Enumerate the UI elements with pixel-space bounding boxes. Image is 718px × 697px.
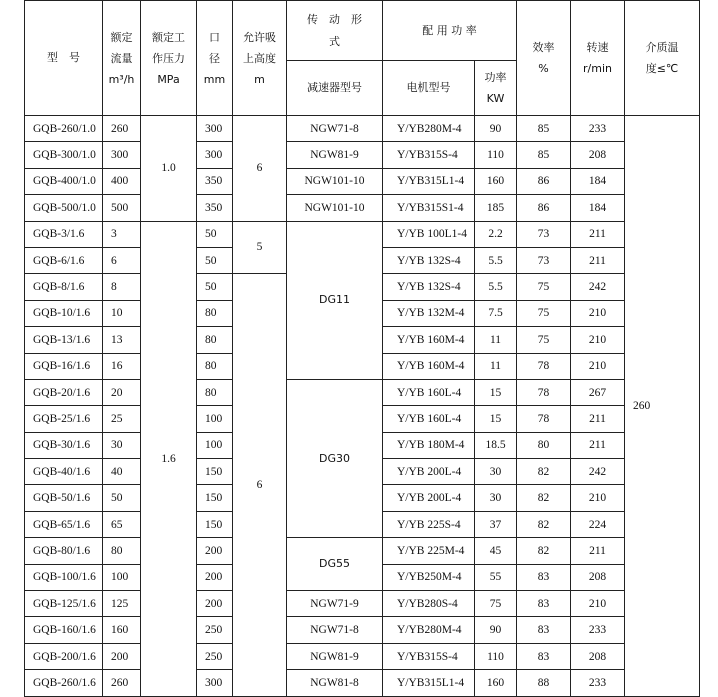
- caliber-cell: 250: [197, 643, 233, 669]
- pressure-cell: 1.0: [141, 116, 197, 222]
- motor-cell: Y/YB 200L-4: [383, 459, 475, 485]
- efficiency-cell: 86: [517, 195, 571, 221]
- efficiency-cell: 78: [517, 353, 571, 379]
- speed-cell: 211: [571, 432, 625, 458]
- motor-cell: Y/YB 160M-4: [383, 327, 475, 353]
- flow-cell: 50: [103, 485, 141, 511]
- reducer-cell: NGW101-10: [287, 168, 383, 194]
- speed-cell: 211: [571, 538, 625, 564]
- speed-cell: 233: [571, 116, 625, 142]
- motor-cell: Y/YB 160L-4: [383, 379, 475, 405]
- efficiency-cell: 83: [517, 643, 571, 669]
- header-efficiency: 效率 %: [517, 1, 571, 116]
- motor-cell: Y/YB 160L-4: [383, 406, 475, 432]
- header-power: 功率 KW: [475, 61, 517, 116]
- power-cell: 75: [475, 591, 517, 617]
- table-row: [25, 116, 700, 142]
- speed-cell: 210: [571, 485, 625, 511]
- header-temperature: 介质温 度≤℃: [625, 1, 700, 116]
- reducer-cell: NGW81-9: [287, 643, 383, 669]
- caliber-cell: 80: [197, 353, 233, 379]
- temperature-cell: 260: [625, 116, 700, 697]
- caliber-cell: 300: [197, 670, 233, 696]
- power-cell: 110: [475, 142, 517, 168]
- caliber-cell: 80: [197, 300, 233, 326]
- flow-cell: 100: [103, 564, 141, 590]
- motor-cell: Y/YB280S-4: [383, 591, 475, 617]
- model-cell: GQB-125/1.6: [25, 591, 103, 617]
- motor-cell: Y/YB315S-4: [383, 643, 475, 669]
- power-cell: 30: [475, 485, 517, 511]
- motor-cell: Y/YB 200L-4: [383, 485, 475, 511]
- model-cell: GQB-16/1.6: [25, 353, 103, 379]
- table-row: [25, 221, 700, 247]
- speed-cell: 208: [571, 142, 625, 168]
- caliber-cell: 200: [197, 591, 233, 617]
- power-cell: 45: [475, 538, 517, 564]
- power-cell: 160: [475, 168, 517, 194]
- header-caliber: 口 径 mm: [197, 1, 233, 116]
- suction-height-cell: 5: [233, 221, 287, 274]
- table-row: [25, 591, 700, 617]
- speed-cell: 210: [571, 591, 625, 617]
- motor-cell: Y/YB250M-4: [383, 564, 475, 590]
- motor-cell: Y/YB 132M-4: [383, 300, 475, 326]
- caliber-cell: 50: [197, 274, 233, 300]
- motor-cell: Y/YB 180M-4: [383, 432, 475, 458]
- speed-cell: 233: [571, 670, 625, 696]
- speed-cell: 211: [571, 221, 625, 247]
- flow-cell: 16: [103, 353, 141, 379]
- model-cell: GQB-500/1.0: [25, 195, 103, 221]
- speed-cell: 184: [571, 195, 625, 221]
- power-cell: 18.5: [475, 432, 517, 458]
- flow-cell: 20: [103, 379, 141, 405]
- header-flow: 额定 流量 m³/h: [103, 1, 141, 116]
- caliber-cell: 250: [197, 617, 233, 643]
- table-row: [25, 670, 700, 696]
- flow-cell: 13: [103, 327, 141, 353]
- model-cell: GQB-40/1.6: [25, 459, 103, 485]
- caliber-cell: 150: [197, 485, 233, 511]
- power-cell: 2.2: [475, 221, 517, 247]
- table-row: [25, 195, 700, 221]
- power-cell: 160: [475, 670, 517, 696]
- speed-cell: 208: [571, 643, 625, 669]
- speed-cell: 233: [571, 617, 625, 643]
- flow-cell: 260: [103, 670, 141, 696]
- pump-spec-table: [24, 0, 700, 697]
- power-cell: 37: [475, 511, 517, 537]
- efficiency-cell: 78: [517, 406, 571, 432]
- model-cell: GQB-25/1.6: [25, 406, 103, 432]
- motor-cell: Y/YB 100L1-4: [383, 221, 475, 247]
- caliber-cell: 350: [197, 195, 233, 221]
- table-row: [25, 643, 700, 669]
- motor-cell: Y/YB315S1-4: [383, 195, 475, 221]
- model-cell: GQB-65/1.6: [25, 511, 103, 537]
- header-motor: 电机型号: [383, 61, 475, 116]
- efficiency-cell: 82: [517, 511, 571, 537]
- reducer-cell: NGW81-8: [287, 670, 383, 696]
- power-cell: 15: [475, 406, 517, 432]
- table-row: [25, 379, 700, 405]
- flow-cell: 6: [103, 247, 141, 273]
- efficiency-cell: 73: [517, 247, 571, 273]
- model-cell: GQB-50/1.6: [25, 485, 103, 511]
- motor-cell: Y/YB280M-4: [383, 116, 475, 142]
- flow-cell: 200: [103, 643, 141, 669]
- caliber-cell: 100: [197, 406, 233, 432]
- efficiency-cell: 86: [517, 168, 571, 194]
- power-cell: 7.5: [475, 300, 517, 326]
- motor-cell: Y/YB 160M-4: [383, 353, 475, 379]
- flow-cell: 160: [103, 617, 141, 643]
- caliber-cell: 200: [197, 564, 233, 590]
- motor-cell: Y/YB315S-4: [383, 142, 475, 168]
- model-cell: GQB-260/1.6: [25, 670, 103, 696]
- speed-cell: 208: [571, 564, 625, 590]
- efficiency-cell: 83: [517, 591, 571, 617]
- speed-cell: 242: [571, 459, 625, 485]
- flow-cell: 500: [103, 195, 141, 221]
- power-cell: 90: [475, 617, 517, 643]
- efficiency-cell: 78: [517, 379, 571, 405]
- caliber-cell: 350: [197, 168, 233, 194]
- efficiency-cell: 75: [517, 327, 571, 353]
- power-cell: 5.5: [475, 274, 517, 300]
- power-cell: 15: [475, 379, 517, 405]
- flow-cell: 65: [103, 511, 141, 537]
- header-transmission: 传 动 形 式: [287, 1, 383, 61]
- flow-cell: 125: [103, 591, 141, 617]
- speed-cell: 211: [571, 406, 625, 432]
- header-model: 型 号: [25, 1, 103, 116]
- motor-cell: Y/YB315L1-4: [383, 168, 475, 194]
- table-row: [25, 168, 700, 194]
- reducer-cell: NGW101-10: [287, 195, 383, 221]
- caliber-cell: 150: [197, 511, 233, 537]
- efficiency-cell: 88: [517, 670, 571, 696]
- caliber-cell: 150: [197, 459, 233, 485]
- speed-cell: 267: [571, 379, 625, 405]
- flow-cell: 80: [103, 538, 141, 564]
- power-cell: 11: [475, 353, 517, 379]
- flow-cell: 400: [103, 168, 141, 194]
- table-row: [25, 538, 700, 564]
- motor-cell: Y/YB315L1-4: [383, 670, 475, 696]
- header-speed: 转速 r/min: [571, 1, 625, 116]
- caliber-cell: 300: [197, 142, 233, 168]
- model-cell: GQB-200/1.6: [25, 643, 103, 669]
- flow-cell: 25: [103, 406, 141, 432]
- model-cell: GQB-260/1.0: [25, 116, 103, 142]
- flow-cell: 260: [103, 116, 141, 142]
- power-cell: 30: [475, 459, 517, 485]
- efficiency-cell: 75: [517, 274, 571, 300]
- power-cell: 11: [475, 327, 517, 353]
- power-cell: 185: [475, 195, 517, 221]
- model-cell: GQB-3/1.6: [25, 221, 103, 247]
- speed-cell: 210: [571, 300, 625, 326]
- caliber-cell: 80: [197, 379, 233, 405]
- header-reducer: 减速器型号: [287, 61, 383, 116]
- efficiency-cell: 82: [517, 485, 571, 511]
- suction-height-cell: 6: [233, 274, 287, 696]
- efficiency-cell: 85: [517, 116, 571, 142]
- efficiency-cell: 82: [517, 459, 571, 485]
- reducer-cell: NGW71-9: [287, 591, 383, 617]
- reducer-cell: DG30: [287, 379, 383, 537]
- model-cell: GQB-80/1.6: [25, 538, 103, 564]
- flow-cell: 40: [103, 459, 141, 485]
- efficiency-cell: 83: [517, 564, 571, 590]
- power-cell: 110: [475, 643, 517, 669]
- caliber-cell: 80: [197, 327, 233, 353]
- speed-cell: 210: [571, 327, 625, 353]
- flow-cell: 10: [103, 300, 141, 326]
- model-cell: GQB-160/1.6: [25, 617, 103, 643]
- flow-cell: 300: [103, 142, 141, 168]
- suction-height-cell: 6: [233, 116, 287, 222]
- speed-cell: 184: [571, 168, 625, 194]
- efficiency-cell: 82: [517, 538, 571, 564]
- power-cell: 5.5: [475, 247, 517, 273]
- motor-cell: Y/YB 132S-4: [383, 274, 475, 300]
- efficiency-cell: 85: [517, 142, 571, 168]
- speed-cell: 224: [571, 511, 625, 537]
- header-pressure: 额定工 作压力 MPa: [141, 1, 197, 116]
- caliber-cell: 300: [197, 116, 233, 142]
- speed-cell: 242: [571, 274, 625, 300]
- header-power-config: 配 用 功 率: [383, 1, 517, 61]
- reducer-cell: NGW71-8: [287, 617, 383, 643]
- power-cell: 90: [475, 116, 517, 142]
- pressure-cell: 1.6: [141, 221, 197, 696]
- model-cell: GQB-6/1.6: [25, 247, 103, 273]
- model-cell: GQB-300/1.0: [25, 142, 103, 168]
- model-cell: GQB-8/1.6: [25, 274, 103, 300]
- flow-cell: 30: [103, 432, 141, 458]
- motor-cell: Y/YB 132S-4: [383, 247, 475, 273]
- efficiency-cell: 83: [517, 617, 571, 643]
- reducer-cell: NGW81-9: [287, 142, 383, 168]
- reducer-cell: DG11: [287, 221, 383, 379]
- motor-cell: Y/YB280M-4: [383, 617, 475, 643]
- caliber-cell: 50: [197, 221, 233, 247]
- motor-cell: Y/YB 225M-4: [383, 538, 475, 564]
- model-cell: GQB-30/1.6: [25, 432, 103, 458]
- motor-cell: Y/YB 225S-4: [383, 511, 475, 537]
- model-cell: GQB-400/1.0: [25, 168, 103, 194]
- speed-cell: 211: [571, 247, 625, 273]
- header-suction: 允许吸 上高度 m: [233, 1, 287, 116]
- model-cell: GQB-20/1.6: [25, 379, 103, 405]
- speed-cell: 210: [571, 353, 625, 379]
- power-cell: 55: [475, 564, 517, 590]
- efficiency-cell: 80: [517, 432, 571, 458]
- flow-cell: 8: [103, 274, 141, 300]
- table-row: [25, 617, 700, 643]
- reducer-cell: DG55: [287, 538, 383, 591]
- model-cell: GQB-100/1.6: [25, 564, 103, 590]
- flow-cell: 3: [103, 221, 141, 247]
- reducer-cell: NGW71-8: [287, 116, 383, 142]
- efficiency-cell: 75: [517, 300, 571, 326]
- caliber-cell: 100: [197, 432, 233, 458]
- caliber-cell: 50: [197, 247, 233, 273]
- table-row: [25, 142, 700, 168]
- model-cell: GQB-10/1.6: [25, 300, 103, 326]
- efficiency-cell: 73: [517, 221, 571, 247]
- caliber-cell: 200: [197, 538, 233, 564]
- model-cell: GQB-13/1.6: [25, 327, 103, 353]
